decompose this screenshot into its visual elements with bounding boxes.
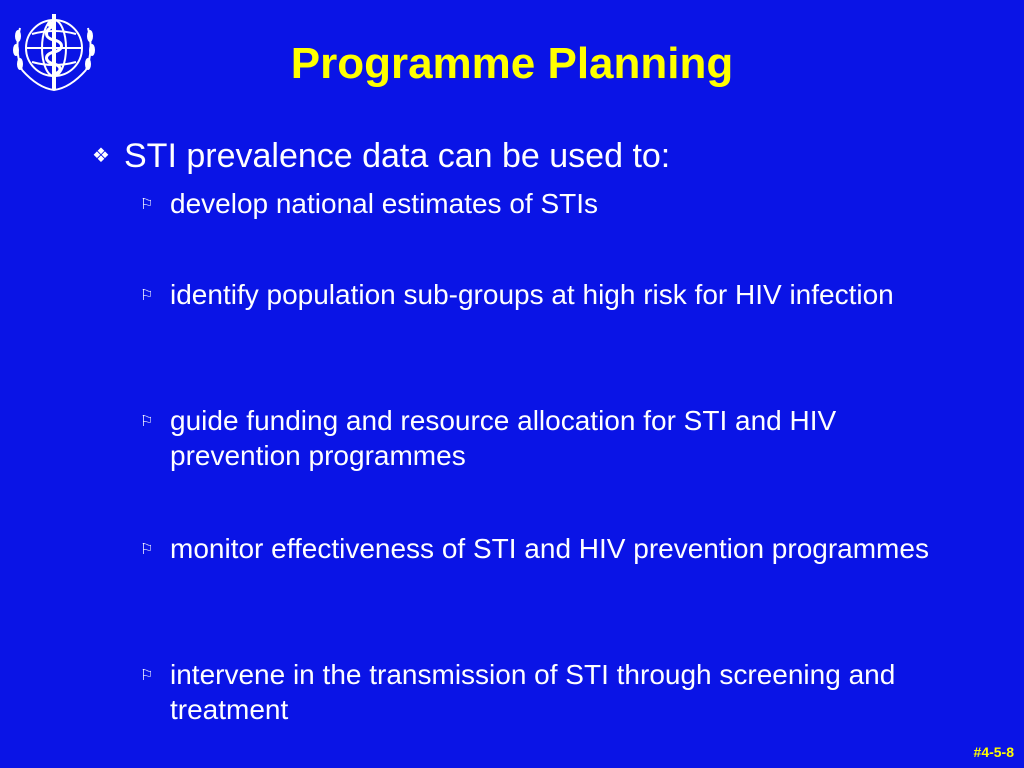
flag-bullet-icon: ⚐	[140, 287, 154, 304]
flag-bullet-icon: ⚐	[140, 413, 154, 430]
flag-bullet-icon: ⚐	[140, 667, 154, 684]
list-item-text: develop national estimates of STIs	[170, 188, 599, 219]
flag-bullet-icon: ⚐	[140, 196, 154, 213]
list-item	[140, 277, 940, 314]
diamond-bullet-icon: ❖	[92, 145, 110, 167]
list-item-text: guide funding and resource allocation for STI and HIV prevention programmes	[170, 405, 837, 471]
list-item-text: intervene in the transmission of STI through screening and treatment	[170, 659, 896, 725]
lead-bullet-text: STI prevalence data can be used to:	[124, 137, 671, 175]
list-item	[140, 186, 940, 223]
list-item	[140, 657, 940, 727]
flag-bullet-icon: ⚐	[140, 541, 154, 558]
list-item-text: identify population sub-groups at high risk for HIV infection	[170, 279, 894, 310]
list-item-text: monitor effectiveness of STI and HIV prevention programmes	[170, 533, 929, 564]
slide-number: #4-5-8	[973, 744, 1014, 760]
list-item	[140, 403, 940, 473]
slide-title: Programme Planning	[290, 39, 734, 88]
lead-bullet	[92, 136, 670, 176]
list-item	[140, 531, 940, 568]
